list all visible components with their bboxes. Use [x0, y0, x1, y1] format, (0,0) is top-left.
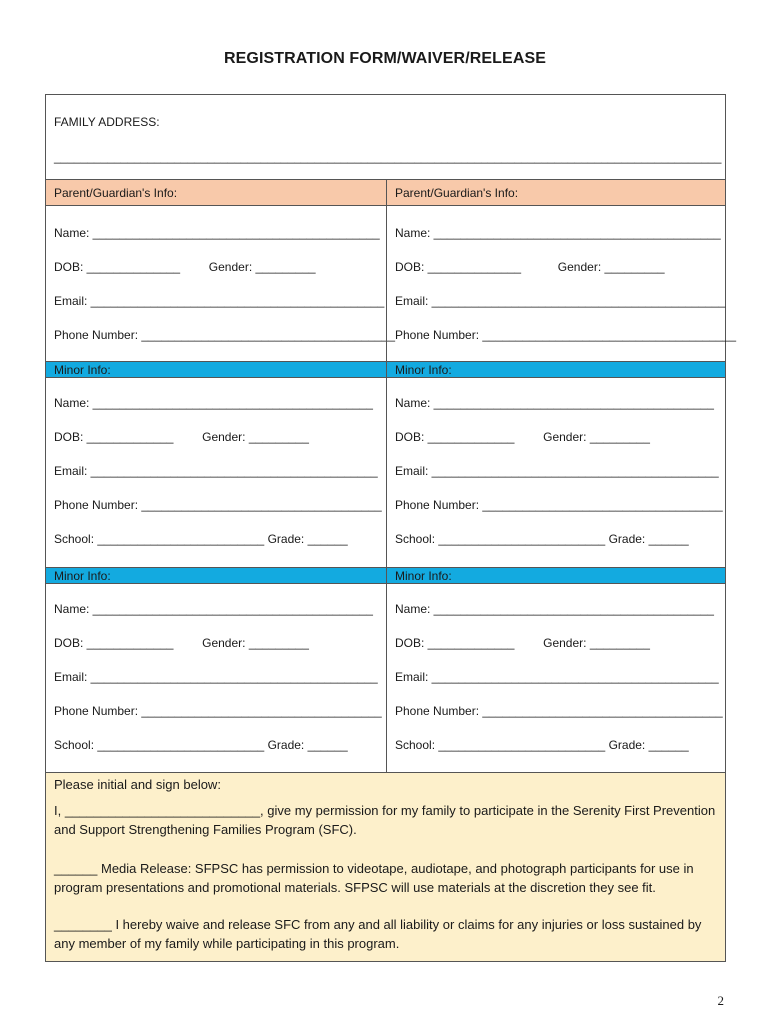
parent-left-phone-field[interactable]: Phone Number: ______________________________________	[54, 328, 395, 342]
parent-left-name-field[interactable]: Name: ___________________________________________	[54, 226, 380, 240]
minor-1-left-email-field[interactable]: Email: ___________________________________________	[54, 464, 378, 478]
minor-2-left-column	[46, 584, 386, 772]
minor-1-right-school-field[interactable]: School: _________________________	[395, 532, 606, 546]
minor-2-left-dob-row	[54, 636, 309, 650]
minor-2-right-school-field[interactable]: School: _________________________	[395, 738, 606, 752]
minor-1-right-grade-field[interactable]: Grade: ______	[608, 532, 689, 546]
family-address-section	[46, 95, 725, 179]
minor-2-right-email-field[interactable]: Email: ___________________________________________	[395, 670, 719, 684]
parent-right-column	[386, 206, 736, 367]
minor-2-right-phone-field[interactable]: Phone Number: ____________________________________	[395, 704, 723, 718]
minor-1-left-column	[46, 378, 386, 567]
signature-section	[46, 772, 725, 961]
minor-1-left-grade-field[interactable]: Grade: ______	[267, 532, 348, 546]
parent-left-dob-row	[54, 260, 316, 274]
parent-left-gender-field[interactable]: Gender: _________	[208, 260, 316, 274]
minor-1-left-dob-row	[54, 430, 309, 444]
minor-1-right-email-field[interactable]: Email: ___________________________________________	[395, 464, 719, 478]
parent-right-gender-field[interactable]: Gender: _________	[557, 260, 665, 274]
minor-1-left-phone-field[interactable]: Phone Number: ____________________________________	[54, 498, 382, 512]
parent-left-email-field[interactable]: Email: ____________________________________________	[54, 294, 385, 308]
parent-right-email-field[interactable]: Email: ____________________________________________	[395, 294, 726, 308]
minor-2-left-gender-field[interactable]: Gender: _________	[202, 636, 309, 650]
minor-2-right-column	[386, 584, 725, 772]
minor-header-2-right: Minor Info:	[386, 568, 725, 583]
minor-1-left-name-field[interactable]: Name: __________________________________________	[54, 396, 373, 410]
minor-2-right-grade-field[interactable]: Grade: ______	[608, 738, 689, 752]
minor-1-left-school-row	[54, 532, 348, 546]
parent-header-right: Parent/Guardian's Info:	[386, 180, 725, 205]
minor-info-section-1	[46, 378, 725, 567]
family-address-field[interactable]: ____________________________________________________________________________________________________	[54, 150, 722, 164]
minor-1-right-gender-field[interactable]: Gender: _________	[543, 430, 650, 444]
minor-1-left-school-field[interactable]: School: _________________________	[54, 532, 265, 546]
minor-1-right-dob-field[interactable]: DOB: _____________	[395, 430, 515, 444]
family-address-label: FAMILY ADDRESS:	[54, 115, 160, 129]
media-release-statement[interactable]: ______ Media Release: SFPSC has permission to videotape, audiotape, and photograph participants for use in program presentations and promotional materials. SFPSC will use materials at the discretion they see fit.	[54, 861, 694, 895]
minor-header-2-left: Minor Info:	[54, 568, 111, 583]
minor-1-right-dob-row	[395, 430, 650, 444]
minor-2-left-phone-field[interactable]: Phone Number: ____________________________________	[54, 704, 382, 718]
minor-header-1-left: Minor Info:	[54, 362, 111, 377]
minor-info-section-2	[46, 584, 725, 772]
minor-2-right-dob-field[interactable]: DOB: _____________	[395, 636, 515, 650]
parent-right-dob-field[interactable]: DOB: ______________	[395, 260, 522, 274]
permission-statement[interactable]: I, ___________________________, give my permission for my family to participate in the Serenity First Prevention and Support Strengthening Families Program (SFC).	[54, 803, 716, 837]
parent-info-header	[46, 179, 725, 206]
minor-1-right-school-row	[395, 532, 689, 546]
minor-2-left-email-field[interactable]: Email: ___________________________________________	[54, 670, 378, 684]
parent-right-phone-field[interactable]: Phone Number: ______________________________________	[395, 328, 736, 342]
minor-2-left-school-row	[54, 738, 348, 752]
parent-info-section	[46, 206, 736, 367]
minor-1-right-name-field[interactable]: Name: __________________________________________	[395, 396, 714, 410]
signature-heading: Please initial and sign below:	[54, 777, 221, 792]
parent-left-column	[46, 206, 395, 367]
minor-1-right-column	[386, 378, 725, 567]
minor-info-header-2	[46, 567, 725, 584]
minor-2-right-dob-row	[395, 636, 650, 650]
minor-1-right-phone-field[interactable]: Phone Number: ____________________________________	[395, 498, 723, 512]
parent-right-dob-row	[395, 260, 665, 274]
parent-right-name-field[interactable]: Name: ___________________________________________	[395, 226, 721, 240]
minor-info-header-1	[46, 361, 725, 378]
minor-2-right-gender-field[interactable]: Gender: _________	[543, 636, 650, 650]
minor-2-right-name-field[interactable]: Name: __________________________________________	[395, 602, 714, 616]
page-number: 2	[717, 993, 724, 1008]
minor-2-right-school-row	[395, 738, 689, 752]
minor-1-left-dob-field[interactable]: DOB: _____________	[54, 430, 174, 444]
minor-2-left-name-field[interactable]: Name: __________________________________________	[54, 602, 373, 616]
minor-header-1-right: Minor Info:	[386, 362, 725, 377]
liability-waiver-statement[interactable]: ________ I hereby waive and release SFC from any and all liability or claims for any injuries or loss sustained by any member of my family while participating in this program.	[54, 917, 702, 951]
minor-2-left-dob-field[interactable]: DOB: _____________	[54, 636, 174, 650]
minor-2-left-grade-field[interactable]: Grade: ______	[267, 738, 348, 752]
registration-form	[45, 94, 736, 962]
form-title: REGISTRATION FORM/WAIVER/RELEASE	[223, 50, 547, 67]
parent-header-left: Parent/Guardian's Info:	[54, 185, 178, 200]
parent-left-dob-field[interactable]: DOB: ______________	[54, 260, 181, 274]
minor-1-left-gender-field[interactable]: Gender: _________	[202, 430, 309, 444]
minor-2-left-school-field[interactable]: School: _________________________	[54, 738, 265, 752]
